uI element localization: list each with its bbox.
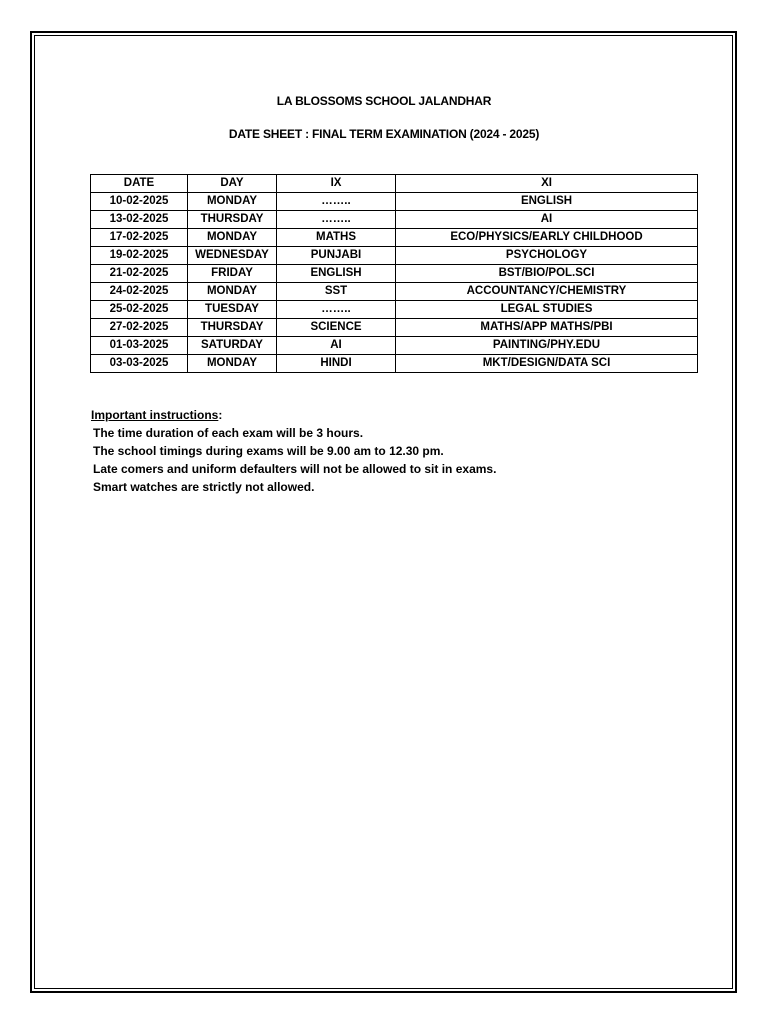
instruction-item: Smart watches are strictly not allowed. bbox=[93, 480, 315, 494]
column-header-date: DATE bbox=[91, 175, 188, 193]
instruction-item: Late comers and uniform defaulters will not be allowed to sit in exams. bbox=[93, 462, 497, 476]
instructions-heading-colon: : bbox=[218, 408, 223, 422]
cell-class-ix: ENGLISH bbox=[277, 265, 396, 283]
table-row bbox=[91, 229, 698, 247]
cell-day: MONDAY bbox=[188, 193, 277, 211]
cell-class-xi: LEGAL STUDIES bbox=[396, 301, 698, 319]
cell-class-ix: HINDI bbox=[277, 355, 396, 373]
table-row bbox=[91, 319, 698, 337]
cell-class-xi: PAINTING/PHY.EDU bbox=[396, 337, 698, 355]
cell-class-ix: …….. bbox=[277, 211, 396, 229]
cell-date: 19-02-2025 bbox=[91, 247, 188, 265]
cell-class-xi: MATHS/APP MATHS/PBI bbox=[396, 319, 698, 337]
instruction-item: The school timings during exams will be 9.00 am to 12.30 pm. bbox=[93, 444, 444, 458]
instruction-item: The time duration of each exam will be 3 hours. bbox=[93, 426, 364, 440]
cell-class-xi: MKT/DESIGN/DATA SCI bbox=[396, 355, 698, 373]
cell-day: MONDAY bbox=[188, 229, 277, 247]
cell-class-ix: MATHS bbox=[277, 229, 396, 247]
cell-class-xi: AI bbox=[396, 211, 698, 229]
cell-date: 24-02-2025 bbox=[91, 283, 188, 301]
cell-day: FRIDAY bbox=[188, 265, 277, 283]
cell-class-xi: ACCOUNTANCY/CHEMISTRY bbox=[396, 283, 698, 301]
cell-class-xi: PSYCHOLOGY bbox=[396, 247, 698, 265]
cell-class-ix: PUNJABI bbox=[277, 247, 396, 265]
cell-day: THURSDAY bbox=[188, 319, 277, 337]
cell-day: THURSDAY bbox=[188, 211, 277, 229]
column-header-class-xi: XI bbox=[396, 175, 698, 193]
table-row bbox=[91, 337, 698, 355]
table-row bbox=[91, 211, 698, 229]
column-header-day: DAY bbox=[188, 175, 277, 193]
cell-class-xi: ECO/PHYSICS/EARLY CHILDHOOD bbox=[396, 229, 698, 247]
cell-day: WEDNESDAY bbox=[188, 247, 277, 265]
table-row bbox=[91, 265, 698, 283]
instructions-section bbox=[91, 406, 496, 496]
instructions-heading: Important instructions bbox=[91, 408, 219, 422]
table-row bbox=[91, 193, 698, 211]
cell-date: 13-02-2025 bbox=[91, 211, 188, 229]
school-name: LA BLOSSOMS SCHOOL JALANDHAR bbox=[276, 94, 492, 108]
cell-class-ix: AI bbox=[277, 337, 396, 355]
table-row bbox=[91, 355, 698, 373]
table-row bbox=[91, 247, 698, 265]
cell-class-ix: …….. bbox=[277, 193, 396, 211]
cell-class-ix: SCIENCE bbox=[277, 319, 396, 337]
date-sheet-title: DATE SHEET : FINAL TERM EXAMINATION (2024 - 2025) bbox=[228, 127, 540, 141]
table-row bbox=[91, 283, 698, 301]
cell-class-ix: SST bbox=[277, 283, 396, 301]
cell-day: MONDAY bbox=[188, 355, 277, 373]
cell-date: 17-02-2025 bbox=[91, 229, 188, 247]
column-header-class-ix: IX bbox=[277, 175, 396, 193]
cell-day: TUESDAY bbox=[188, 301, 277, 319]
cell-class-xi: BST/BIO/POL.SCI bbox=[396, 265, 698, 283]
cell-date: 03-03-2025 bbox=[91, 355, 188, 373]
cell-date: 21-02-2025 bbox=[91, 265, 188, 283]
table-header-row bbox=[91, 175, 698, 193]
cell-date: 27-02-2025 bbox=[91, 319, 188, 337]
table-row bbox=[91, 301, 698, 319]
cell-day: SATURDAY bbox=[188, 337, 277, 355]
cell-class-ix: …….. bbox=[277, 301, 396, 319]
instructions-heading-line bbox=[91, 406, 496, 424]
cell-class-xi: ENGLISH bbox=[396, 193, 698, 211]
cell-date: 10-02-2025 bbox=[91, 193, 188, 211]
cell-date: 25-02-2025 bbox=[91, 301, 188, 319]
cell-day: MONDAY bbox=[188, 283, 277, 301]
exam-date-table bbox=[90, 174, 698, 373]
cell-date: 01-03-2025 bbox=[91, 337, 188, 355]
